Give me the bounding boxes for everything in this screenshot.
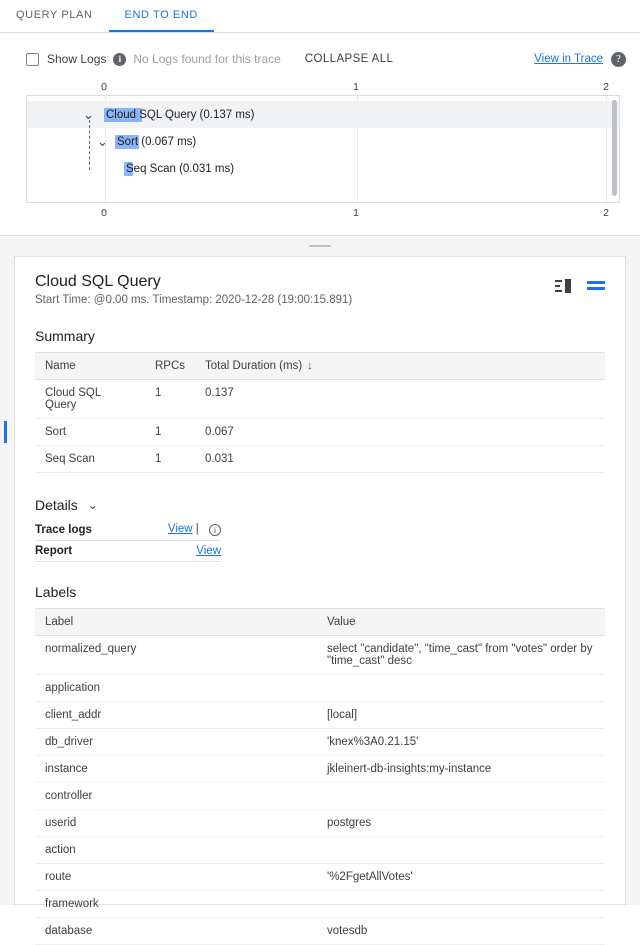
label-value: 'knex%3A0.21.15'	[317, 729, 605, 756]
chevron-down-icon[interactable]: ⌄	[87, 498, 98, 512]
details-table	[35, 519, 221, 562]
details-key: Report	[35, 541, 131, 562]
timeline-row-sort[interactable]	[27, 128, 619, 155]
details-row-trace-logs	[35, 519, 221, 541]
summary-cell-duration: 0.067	[195, 419, 605, 446]
axis-top-tick-1: 1	[353, 81, 359, 93]
table-row[interactable]	[35, 729, 605, 756]
expand-caret-sort[interactable]: ⌄	[97, 134, 108, 149]
table-row[interactable]	[35, 380, 605, 419]
labels-col-label[interactable]: Label	[35, 609, 317, 636]
detail-header	[35, 273, 605, 306]
label-key: controller	[35, 783, 317, 810]
details-key: Trace logs	[35, 519, 131, 541]
trace-logs-view-link[interactable]: View	[167, 523, 193, 535]
timeline-row-cloud-sql-query[interactable]	[27, 101, 619, 128]
axis-bottom-tick-1: 1	[353, 207, 359, 219]
collapse-all-button[interactable]: COLLAPSE ALL	[304, 53, 394, 65]
span-label-seq-scan: Seq Scan (0.031 ms)	[126, 162, 235, 175]
table-row[interactable]	[35, 783, 605, 810]
list-view-icon[interactable]	[587, 279, 605, 293]
drag-handle[interactable]	[309, 245, 331, 247]
label-key: application	[35, 675, 317, 702]
details-value	[131, 541, 221, 562]
split-view-icon[interactable]	[555, 279, 573, 293]
detail-card	[14, 256, 626, 937]
label-value: votesdb	[317, 918, 605, 945]
timeline-wrap	[26, 81, 620, 221]
summary-cell-rpcs: 1	[145, 419, 195, 446]
view-toggle-group	[555, 273, 605, 293]
timeline-chart[interactable]	[26, 95, 620, 203]
table-row[interactable]	[35, 864, 605, 891]
view-in-trace-link[interactable]: View in Trace	[534, 53, 603, 65]
details-heading: Details	[35, 497, 78, 513]
table-row[interactable]	[35, 636, 605, 675]
axis-top-tick-2: 2	[603, 81, 609, 93]
label-key: action	[35, 837, 317, 864]
labels-col-value[interactable]: Value	[317, 609, 605, 636]
axis-bottom-tick-2: 2	[603, 207, 609, 219]
show-logs-label: Show Logs	[47, 52, 107, 66]
summary-cell-duration: 0.137	[195, 380, 605, 419]
labels-heading: Labels	[35, 584, 77, 600]
details-row-report	[35, 541, 221, 562]
timeline-scrollbar[interactable]	[612, 100, 617, 196]
timeline-axis-top	[26, 81, 620, 95]
summary-cell-duration: 0.031	[195, 446, 605, 473]
label-value: [local]	[317, 702, 605, 729]
detail-outer	[0, 256, 640, 937]
span-label-cloud-sql-query: Cloud SQL Query (0.137 ms)	[106, 108, 255, 121]
table-row[interactable]	[35, 837, 605, 864]
timeline-axis-bottom	[26, 207, 620, 221]
details-section-header[interactable]	[35, 497, 605, 513]
info-icon[interactable]: i	[209, 524, 221, 536]
summary-col-duration-label: Total Duration (ms)	[205, 360, 303, 372]
label-value: jkleinert-db-insights:my-instance	[317, 756, 605, 783]
tab-query-plan[interactable]: QUERY PLAN	[16, 9, 93, 21]
label-key: normalized_query	[35, 636, 317, 675]
summary-header-row	[35, 353, 605, 380]
panel-resize-area[interactable]	[0, 236, 640, 256]
label-key: route	[35, 864, 317, 891]
details-separator: |	[195, 523, 199, 535]
label-value: '%2FgetAllVotes'	[317, 864, 605, 891]
page-title: Cloud SQL Query	[35, 273, 161, 290]
summary-cell-name: Seq Scan	[35, 446, 145, 473]
table-row[interactable]	[35, 675, 605, 702]
table-row[interactable]	[35, 918, 605, 945]
timeline-row-seq-scan[interactable]	[27, 155, 619, 182]
axis-bottom-tick-0: 0	[101, 207, 107, 219]
detail-subtitle: Start Time: @0.00 ms. Timestamp: 2020-12-28 (19:00:15.891)	[35, 294, 353, 306]
labels-header-row	[35, 609, 605, 636]
label-key: database	[35, 918, 317, 945]
info-icon[interactable]: i	[113, 53, 126, 66]
tab-bar	[0, 0, 640, 33]
label-key: db_driver	[35, 729, 317, 756]
timeline-controls	[0, 33, 640, 81]
summary-table	[35, 352, 605, 473]
show-logs-checkbox[interactable]	[26, 53, 39, 66]
label-key: framework	[35, 891, 317, 918]
axis-top-tick-0: 0	[101, 81, 107, 93]
help-icon[interactable]: ?	[611, 52, 626, 67]
summary-cell-name: Sort	[35, 419, 145, 446]
label-value: select "candidate", "time_cast" from "votes" order by "time_cast" desc	[317, 636, 605, 675]
span-label-sort: Sort (0.067 ms)	[117, 135, 197, 148]
table-row[interactable]	[35, 702, 605, 729]
summary-heading: Summary	[35, 328, 95, 344]
label-key: userid	[35, 810, 317, 837]
trace-timeline-panel	[0, 33, 640, 236]
table-row[interactable]	[35, 810, 605, 837]
table-row[interactable]	[35, 419, 605, 446]
labels-table	[35, 608, 605, 945]
label-value: postgres	[317, 810, 605, 837]
label-key: client_addr	[35, 702, 317, 729]
summary-cell-rpcs: 1	[145, 380, 195, 419]
label-value	[317, 783, 605, 810]
label-value	[317, 675, 605, 702]
no-logs-text: No Logs found for this trace	[133, 52, 281, 66]
tree-connector	[89, 120, 90, 170]
summary-col-name[interactable]: Name	[35, 353, 145, 380]
table-row[interactable]	[35, 756, 605, 783]
tab-end-to-end[interactable]: END TO END	[109, 0, 214, 32]
label-value	[317, 891, 605, 918]
label-value	[317, 837, 605, 864]
selection-marker	[4, 421, 7, 443]
table-row[interactable]	[35, 891, 605, 918]
label-key: instance	[35, 756, 317, 783]
summary-cell-name: Cloud SQL Query	[35, 380, 145, 419]
summary-col-rpcs[interactable]: RPCs	[145, 353, 195, 380]
sort-arrow-icon: ↓	[307, 360, 313, 372]
table-row[interactable]	[35, 446, 605, 473]
summary-cell-rpcs: 1	[145, 446, 195, 473]
details-value	[131, 519, 221, 541]
expand-caret-cloud-sql-query[interactable]: ⌄	[83, 107, 94, 122]
report-view-link[interactable]: View	[196, 545, 221, 557]
summary-col-duration[interactable]	[195, 353, 605, 380]
